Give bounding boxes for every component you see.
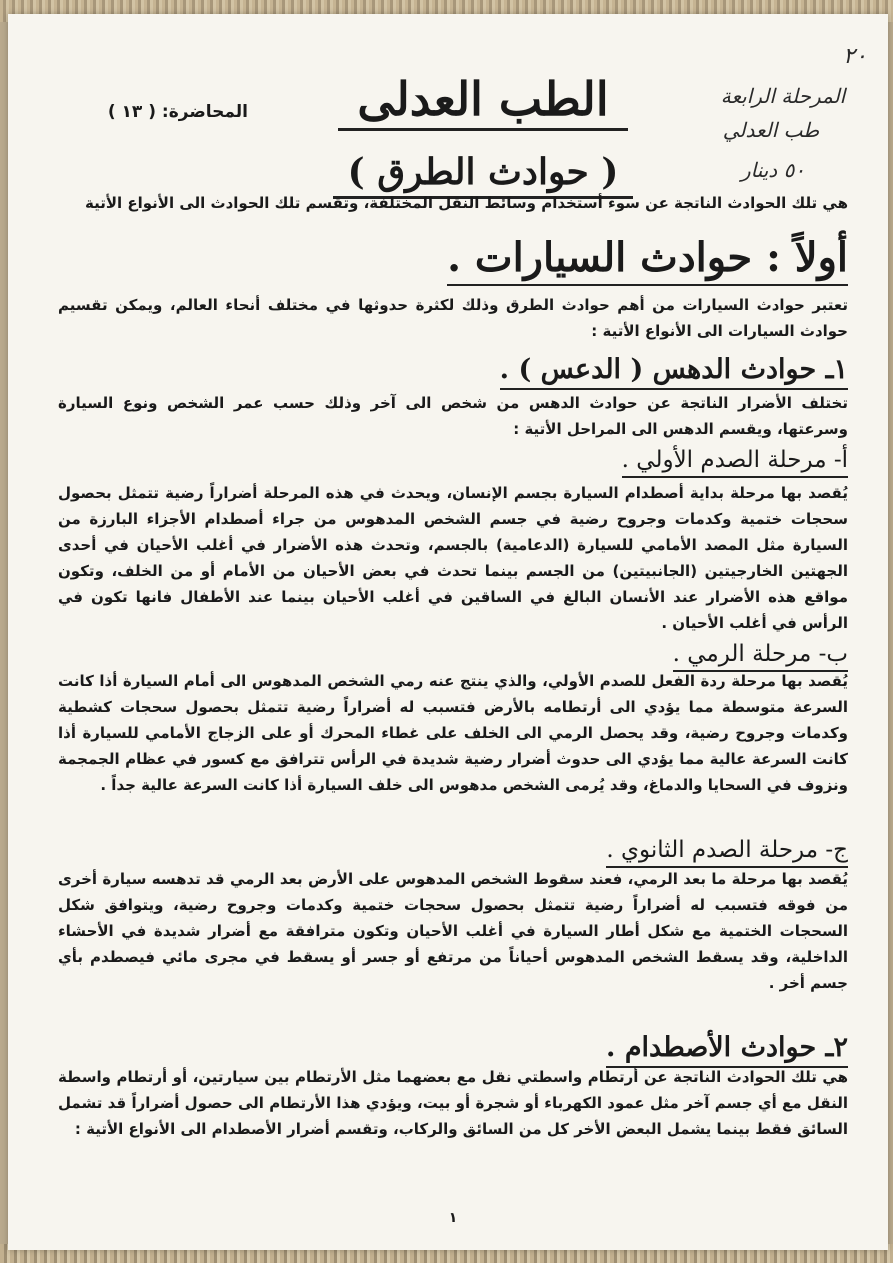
handwritten-note-number: ٢٠ — [843, 44, 867, 69]
stage-heading-primary-impact — [408, 444, 848, 478]
lecture-number: المحاضرة: ( ١٣ ) — [107, 102, 248, 122]
page-subtitle: ( حوادث الطرق ) — [333, 148, 633, 199]
runover-paragraph: تختلف الأضرار الناتجة عن حوادث الدهس من شخص الى آخر وذلك حسب عمر الشخص ونوع السيارة وسرعتها، ويقسم الدهس الى المراحل الأتية : — [58, 394, 848, 438]
throwing-paragraph: يُقصد بها مرحلة ردة الفعل للصدم الأولي، والذي ينتج عنه رمي الشخص المدهوس الى أمام السيارة أذا كانت السرعة متوسطة مما يؤدي الى أرتطامه بالأرض فتسبب له أضراراً رضية تتمثل بحصول سحجات كشطية وكدمات وجروح رضية، وقد يحصل الرمي الى الخلف على غطاء المحرك أو على الزجاج الأمامي للسيارة أذا كانت السرعة عالية مما يؤدي الى حدوث أضرار رضية شديدة في الرأس تترافق مع كسور في عظام الجمجمة ونزوف في السحايا والدماغ، وقد يُرمى الشخص مدهوس الى خلف السيارة أذا كانت السرعة عالية جداً . — [58, 672, 848, 794]
stage-heading-throwing-text: ب- مرحلة الرمي . — [673, 638, 848, 672]
intro-paragraph: هي تلك الحوادث الناتجة عن سوء أستخدام وسائط النقل المختلفة، وتقسم تلك الحوادث الى الأنواع الأتية — [84, 194, 848, 212]
stage-heading-primary-impact-text: أ- مرحلة الصدم الأولي . — [622, 444, 848, 478]
subsection-heading-runover-text: ١ـ حوادث الدهس ( الدعس ) . — [500, 352, 848, 390]
document-page — [8, 14, 888, 1250]
page-title: الطب العدلى — [338, 70, 628, 131]
section-heading-cars — [258, 232, 848, 286]
primary-impact-paragraph: يُقصد بها مرحلة بداية أصطدام السيارة بجسم الإنسان، ويحدث في هذه المرحلة أضراراً رضية تتمثل بحصول سحجات ختمية وكدمات وجروح رضية في جسم الشخص المدهوس من جراء أصطدام الأجزاء البارزة من السيارة مثل المصد الأمامي للسيارة (الدعامية) بالجسم، وتحدث هذه الأضرار في أغلب الأحيان في أحدى الجهتين الخارجيتين (الجانبيتين) من الجسم بينما تحدث في بعض الأحيان من الأمام أو من الخلف، وتكون مواقع هذه الأضرار عند الأنسان البالغ في الساقين في أغلب الأحيان بينما عند الأطفال فانها تكون في الرأس في أغلب الأحيان . — [58, 484, 848, 632]
section-cars-paragraph: تعتبر حوادث السيارات من أهم حوادث الطرق وذلك لكثرة حدوثها في مختلف أنحاء العالم، ويمكن تقسيم حوادث السيارات الى الأنواع الأتية : — [58, 296, 848, 340]
handwritten-note-stage: المرحلة الرابعة — [720, 84, 846, 108]
handwritten-note-subject: طب العدلي — [722, 118, 820, 142]
stage-heading-throwing — [408, 638, 848, 672]
subsection-heading-runover — [308, 352, 848, 390]
stage-heading-secondary-impact-text: ج- مرحلة الصدم الثانوي . — [606, 834, 848, 868]
section-heading-cars-text: أولاً : حوادث السيارات . — [447, 232, 848, 286]
handwritten-note-price: ٥٠ دينار — [740, 158, 806, 182]
page-number: ١ — [448, 1210, 458, 1226]
subsection-heading-collision — [408, 1030, 848, 1068]
collision-paragraph: هي تلك الحوادث الناتجة عن أرتطام واسطتي نقل مع بعضهما مثل الأرتطام بين سيارتين، أو أرتطام واسطة النقل مع أي جسم آخر مثل عمود الكهرباء أو شجرة أو بيت، ويؤدي هذا الأرتطام الى حصول أضراراً قد تشمل السائق فقط بينما يشمل البعض الأخر كل من السائق والركاب، وتقسم أضرار الأصطدام الى الأنواع الأتية : — [58, 1068, 848, 1138]
secondary-impact-paragraph: يُقصد بها مرحلة ما بعد الرمي، فعند سقوط الشخص المدهوس على الأرض بعد الرمي قد تدهسه سيارة أخرى من فوقه فتسبب له أضراراً رضية تتمثل بحصول سحجات ختمية وكدمات وجروح رضية، ويتوافق شكل السحجات الختمية مع شكل أطار السيارة في أغلب الأحيان وتكون مترافقة مع أضرار شديدة في الأحشاء الداخلية، وقد يسقط الشخص المدهوس أحياناً من مرتفع أو جسر أو يسقط في مجرى مائي فيصطدم بأي جسم أخر . — [58, 870, 848, 992]
stage-heading-secondary-impact — [408, 834, 848, 868]
subsection-heading-collision-text: ٢ـ حوادث الأصطدام . — [606, 1030, 848, 1068]
